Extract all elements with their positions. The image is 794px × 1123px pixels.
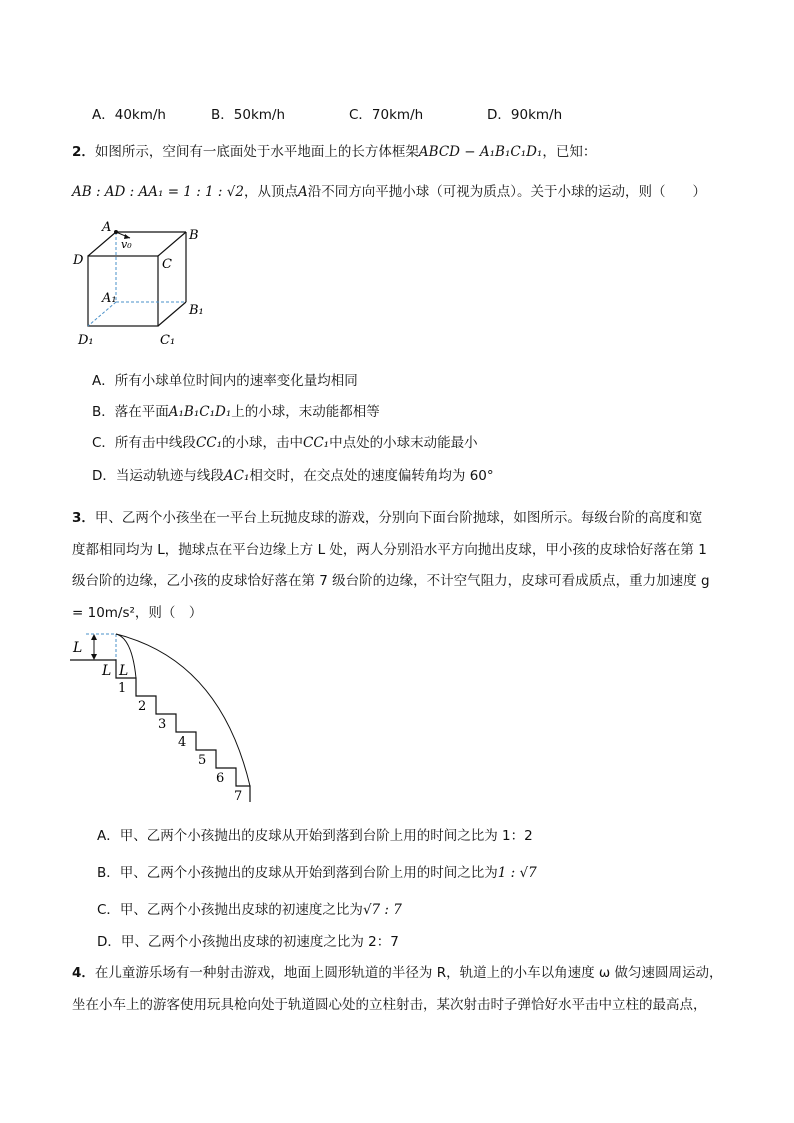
label-D1: D₁ [78, 333, 94, 348]
edge-DA [88, 232, 116, 256]
q2-stem-line1 [72, 140, 596, 160]
q2-number: 2． [72, 144, 95, 160]
edge-B1C1 [158, 302, 186, 326]
dimension-arrowhead-down [91, 654, 97, 660]
dimension-arrowhead-up [91, 634, 97, 640]
q3-option-d: D．甲、乙两个小孩抛出皮球的初速度之比为 2：7 [97, 934, 399, 950]
q2-option-d-math: AC₁ [223, 468, 250, 484]
label-B: B [189, 228, 199, 243]
q1-option-c: C．70km/h [349, 107, 424, 123]
step-label-2: 2 [138, 699, 147, 714]
q3-option-a: A．甲、乙两个小孩抛出的皮球从开始到落到台阶上用的时间之比为 1：2 [97, 828, 533, 844]
step-label-3: 3 [158, 717, 167, 732]
q2-option-c-pre: C．所有击中线段 [92, 435, 196, 451]
q3-option-c [97, 898, 402, 918]
q4-stem-line2: 坐在小车上的游客使用玩具枪向处于轨道圆心处的立柱射击，某次射击时子弹恰好水平击中立柱的最高点， [72, 997, 707, 1013]
q3-stem-line3: 级台阶的边缘，乙小孩的皮球恰好落在第 7 级台阶的边缘，不计空气阻力，皮球可看成质点，重力加速度 g [72, 573, 710, 589]
q1-option-a: A．40km/h [92, 107, 166, 123]
step-label-7: 7 [234, 789, 243, 804]
step-label-4: 4 [178, 735, 187, 750]
q2-option-b-post: 上的小球，末动能都相等 [231, 404, 380, 420]
q2-option-c-mid: 的小球，击中 [222, 435, 304, 451]
label-L-top: L [73, 640, 83, 656]
q2-ratio-math: AB : AD : AA₁ = 1 : 1 : √2 [72, 184, 244, 200]
label-v0: v₀ [121, 238, 132, 251]
step-label-1: 1 [118, 681, 127, 696]
label-L-left: L [102, 663, 112, 679]
q3-stem-line4: = 10m/s²，则（ ） [72, 605, 203, 621]
q2-stem-line2 [72, 180, 706, 200]
q2-text2: ，从顶点 [243, 184, 298, 200]
q3-line1: 甲、乙两个小孩坐在一平台上玩抛皮球的游戏，分别向下面台阶抛球，如图所示。每级台阶的高度和宽 [94, 510, 703, 526]
q2-text-end: ，已知： [542, 144, 597, 160]
q3-stem-line1 [72, 506, 702, 526]
q2-frame-math: ABCD − A₁B₁C₁D₁ [418, 144, 543, 160]
q1-option-d: D．90km/h [487, 107, 563, 123]
step-label-6: 6 [216, 771, 225, 786]
q1-option-b: B．50km/h [211, 107, 286, 123]
q2-option-c [92, 431, 478, 451]
label-L-inner: L [119, 663, 129, 679]
trajectory-yi [116, 634, 250, 786]
q2-option-a: A．所有小球单位时间内的速率变化量均相同 [92, 373, 358, 389]
front-face [88, 256, 158, 326]
q3-option-b [97, 861, 537, 881]
q2-option-c-post: 中点处的小球末动能最小 [329, 435, 478, 451]
label-C1: C₁ [160, 333, 176, 348]
q2-vertex: A [297, 184, 308, 200]
q3-option-b-pre: B．甲、乙两个小孩抛出的皮球从开始到落到台阶上用的时间之比为 [97, 865, 498, 881]
q2-option-c-math2: CC₁ [303, 435, 330, 451]
label-A1: A₁ [102, 291, 117, 306]
label-B1: B₁ [189, 303, 204, 318]
q3-stem-line2: 度都相同均为 L，抛球点在平台边缘上方 L 处，两人分别沿水平方向抛出皮球，甲小孩的皮球恰好落在第 1 [72, 542, 707, 558]
q2-text2-end: 沿不同方向平抛小球（可视为质点）。关于小球的运动，则（ ） [307, 184, 706, 200]
q4-line1: 在儿童游乐场有一种射击游戏，地面上圆形轨道的半径为 R，轨道上的小车以角速度 ω 做匀速圆周运动， [94, 965, 723, 981]
label-D: D [73, 253, 84, 268]
q2-option-d-post: 相交时，在交点处的速度偏转角均为 60° [249, 468, 494, 484]
q2-option-b-pre: B．落在平面 [92, 404, 169, 420]
step-label-5: 5 [198, 753, 207, 768]
label-C: C [162, 257, 172, 272]
q3-option-b-math: 1 : √7 [497, 865, 537, 881]
q3-number: 3． [72, 510, 95, 526]
q2-option-b-math: A₁B₁C₁D₁ [168, 404, 232, 420]
q2-option-b [92, 400, 380, 420]
q2-option-d [92, 464, 494, 484]
q2-option-d-pre: D．当运动轨迹与线段 [92, 468, 224, 484]
q2-cuboid-figure [70, 218, 210, 350]
q3-option-c-math: √7 : 7 [362, 902, 402, 918]
q2-text: 如图所示，空间有一底面处于水平地面上的长方体框架 [94, 144, 419, 160]
edge-BC [158, 232, 186, 256]
q2-option-c-math1: CC₁ [195, 435, 223, 451]
q3-option-c-pre: C．甲、乙两个小孩抛出皮球的初速度之比为 [97, 902, 363, 918]
q4-stem-line1 [72, 961, 722, 981]
label-A: A [102, 220, 112, 235]
q4-number: 4． [72, 965, 95, 981]
q3-staircase-figure [70, 630, 260, 805]
